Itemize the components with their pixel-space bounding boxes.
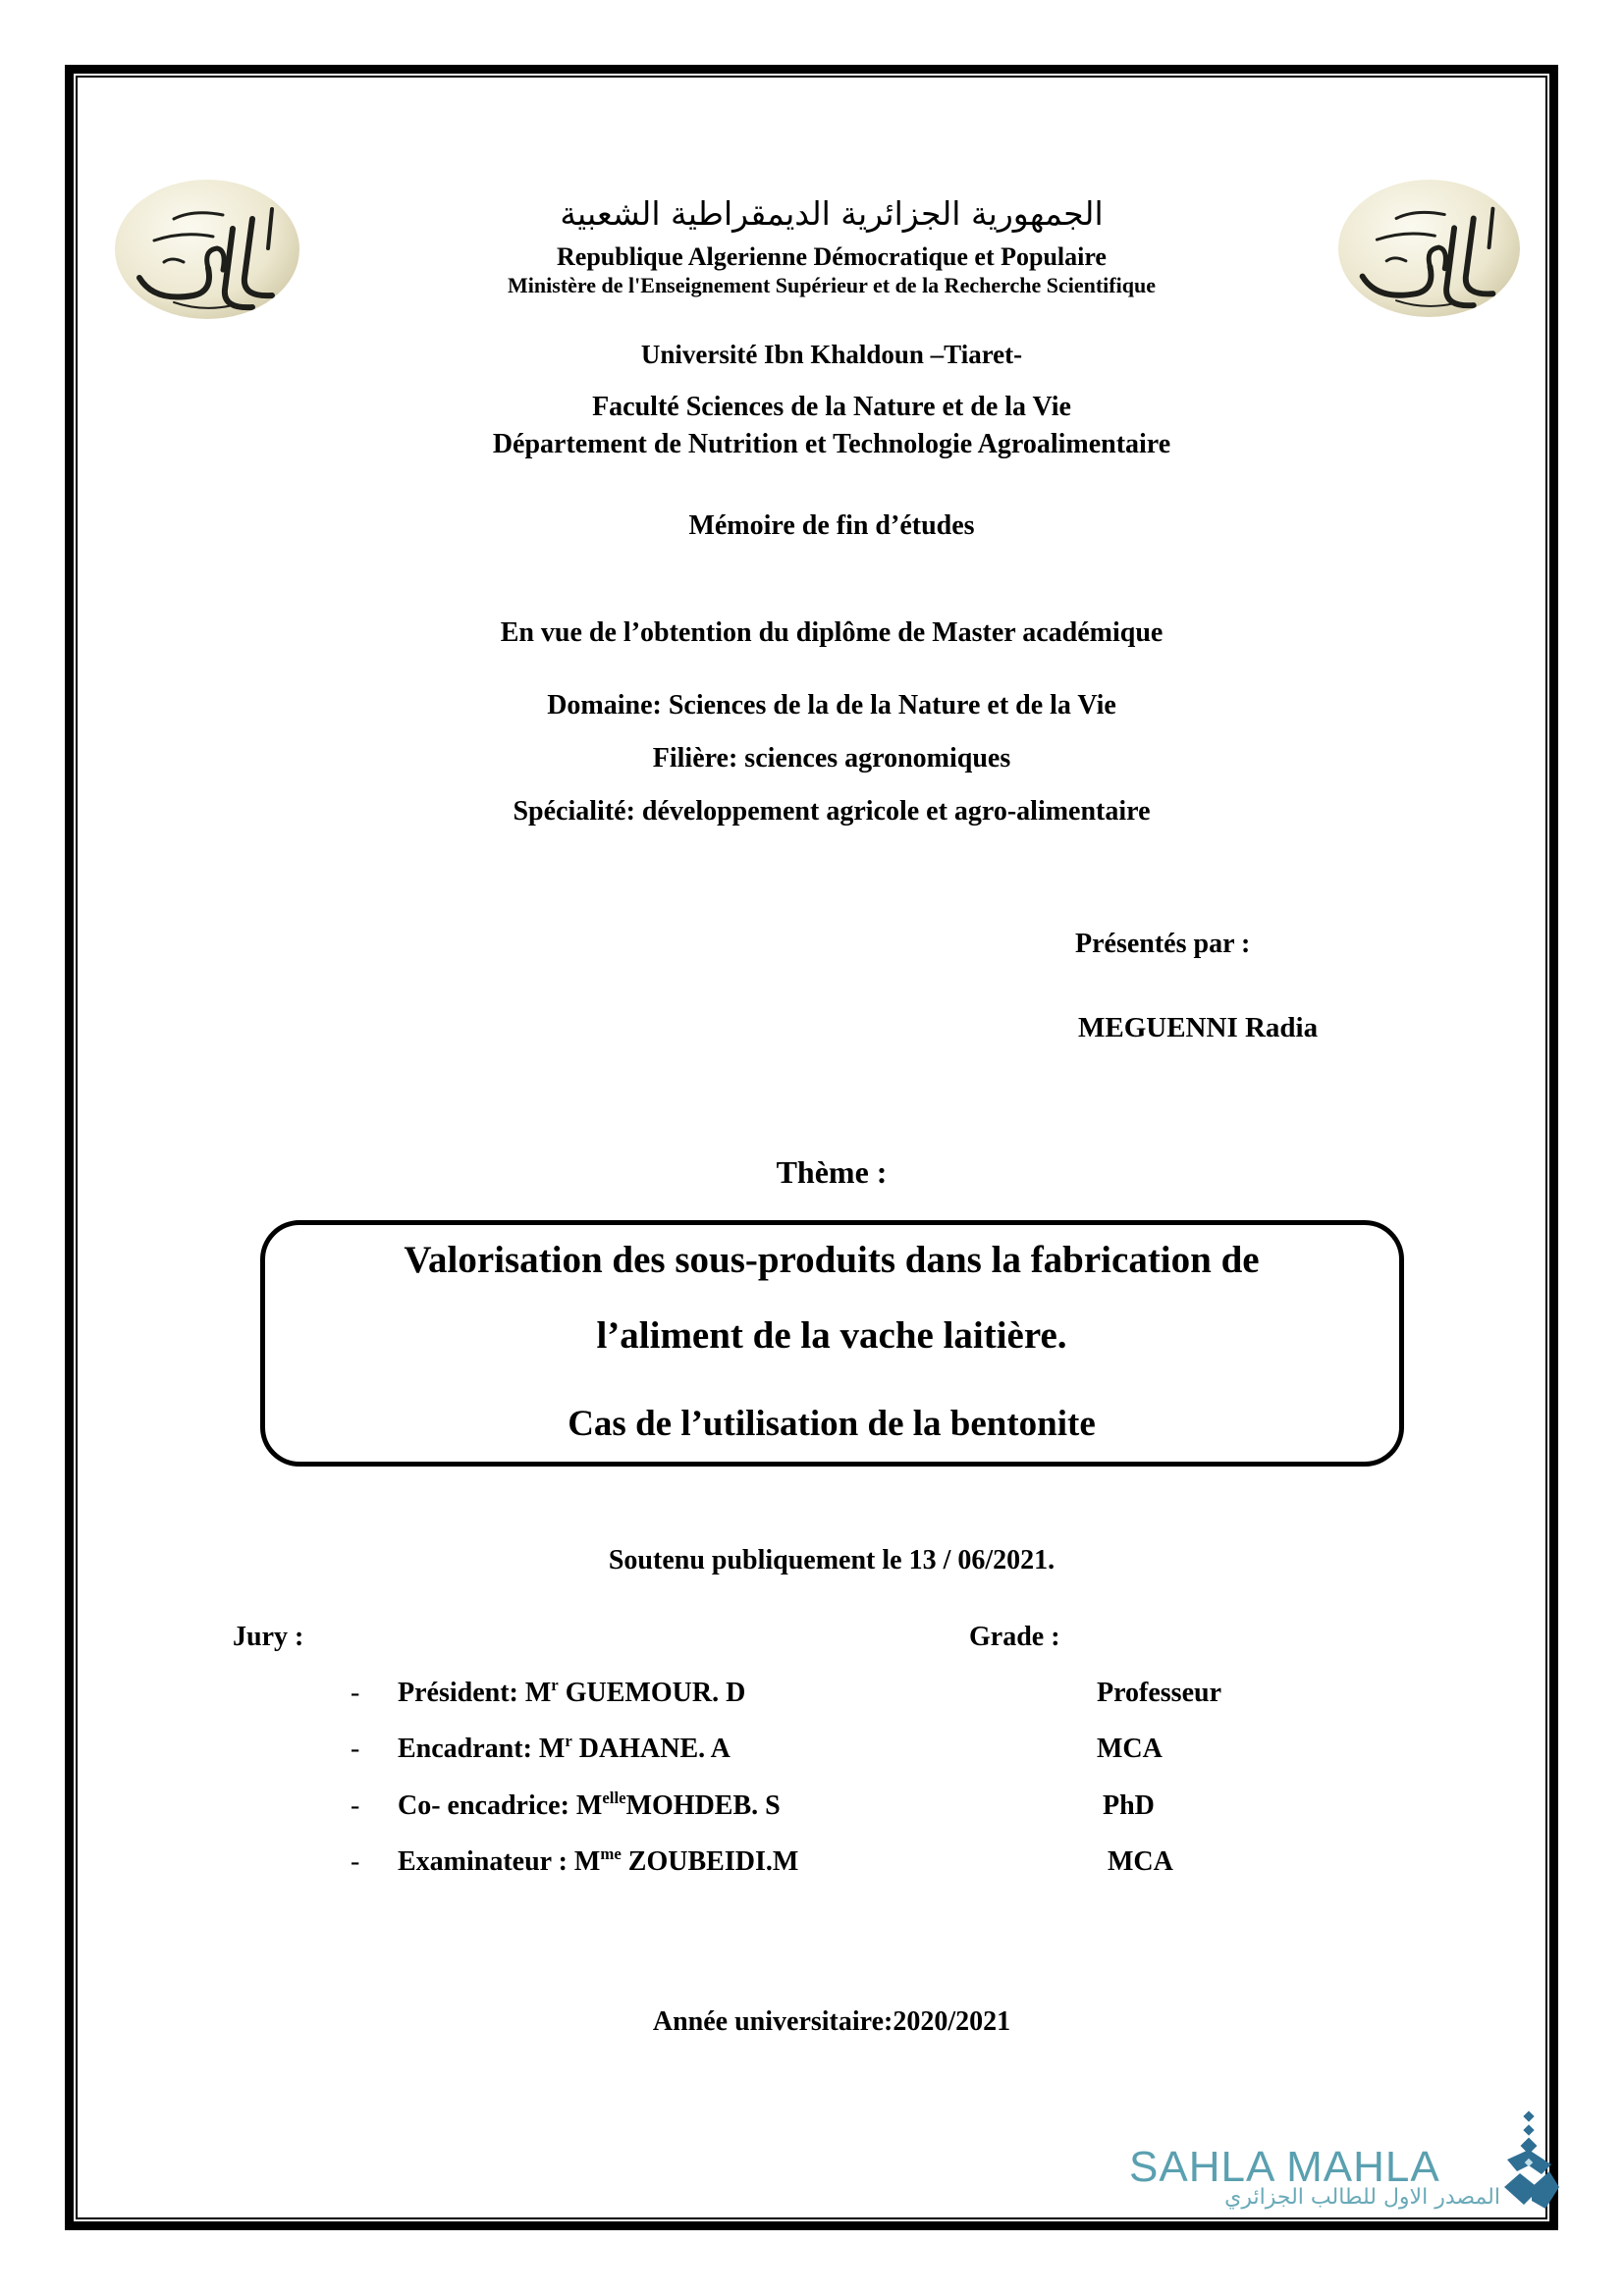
title-superscript: r	[551, 1676, 559, 1695]
department-name: Département de Nutrition et Technologie Agroalimentaire	[492, 429, 1171, 459]
jury-name: ZOUBEIDI.M	[621, 1846, 799, 1877]
list-bullet: -	[351, 1846, 360, 1877]
title-superscript: me	[600, 1844, 622, 1864]
jury-grade: Professeur	[1097, 1678, 1221, 1708]
degree-purpose: En vue de l’obtention du diplôme de Master académique	[500, 617, 1164, 648]
list-bullet: -	[351, 1678, 360, 1708]
theme-line-3: Cas de l’utilisation de la bentonite	[568, 1404, 1096, 1444]
theme-label: Thème :	[776, 1154, 888, 1190]
jury-member	[398, 1790, 781, 1822]
filiere-field: Filière: sciences agronomiques	[652, 743, 1011, 774]
theme-line-2: l’aliment de la vache laitière.	[596, 1314, 1067, 1357]
grade-label: Grade :	[969, 1622, 1060, 1652]
watermark-brand: SAHLA MAHLA	[1129, 2143, 1440, 2191]
arabic-republic-title: الجمهورية الجزائرية الديمقراطية الشعبية	[560, 194, 1104, 233]
watermark-tagline: المصدر الاول للطالب الجزائري	[1224, 2185, 1500, 2210]
ministry-name: Ministère de l'Enseignement Supérieur et de la Recherche Scientifique	[508, 273, 1156, 297]
title-superscript: r	[565, 1732, 572, 1751]
specialite-field: Spécialité: développement agricole et agro-alimentaire	[513, 796, 1151, 827]
title-superscript: elle	[602, 1789, 626, 1808]
jury-label: Jury :	[233, 1622, 304, 1652]
sahla-mahla-logo-icon	[1502, 2110, 1561, 2218]
author-name: MEGUENNI Radia	[1078, 1012, 1319, 1043]
jury-grade: PhD	[1103, 1790, 1155, 1821]
jury-role: Co- encadrice: M	[398, 1790, 603, 1821]
list-bullet: -	[351, 1734, 360, 1764]
jury-grade: MCA	[1108, 1846, 1173, 1877]
republic-name: Republique Algerienne Démocratique et Populaire	[557, 242, 1107, 271]
academic-year: Année universitaire:2020/2021	[652, 2006, 1011, 2037]
faculty-name: Faculté Sciences de la Nature et de la Vie	[592, 392, 1071, 422]
theme-line-1: Valorisation des sous-produits dans la fabrication de	[404, 1239, 1260, 1281]
presented-by-label: Présentés par :	[1075, 929, 1251, 959]
university-name: Université Ibn Khaldoun –Tiaret-	[640, 340, 1023, 369]
jury-grade: MCA	[1097, 1734, 1163, 1764]
jury-name: GUEMOUR. D	[558, 1678, 746, 1708]
jury-role: Président: M	[398, 1678, 552, 1708]
defense-date: Soutenu publiquement le 13 / 06/2021.	[608, 1545, 1056, 1575]
document-type: Mémoire de fin d’études	[688, 510, 975, 541]
jury-role: Examinateur : M	[398, 1846, 601, 1877]
jury-member	[398, 1678, 745, 1709]
domain-field: Domaine: Sciences de la de la Nature et de la Vie	[547, 690, 1116, 721]
jury-name: DAHANE. A	[571, 1734, 731, 1764]
jury-member	[398, 1846, 798, 1878]
list-bullet: -	[351, 1790, 360, 1821]
jury-name: MOHDEB. S	[625, 1790, 781, 1821]
jury-role: Encadrant: M	[398, 1734, 566, 1764]
jury-member	[398, 1734, 731, 1765]
